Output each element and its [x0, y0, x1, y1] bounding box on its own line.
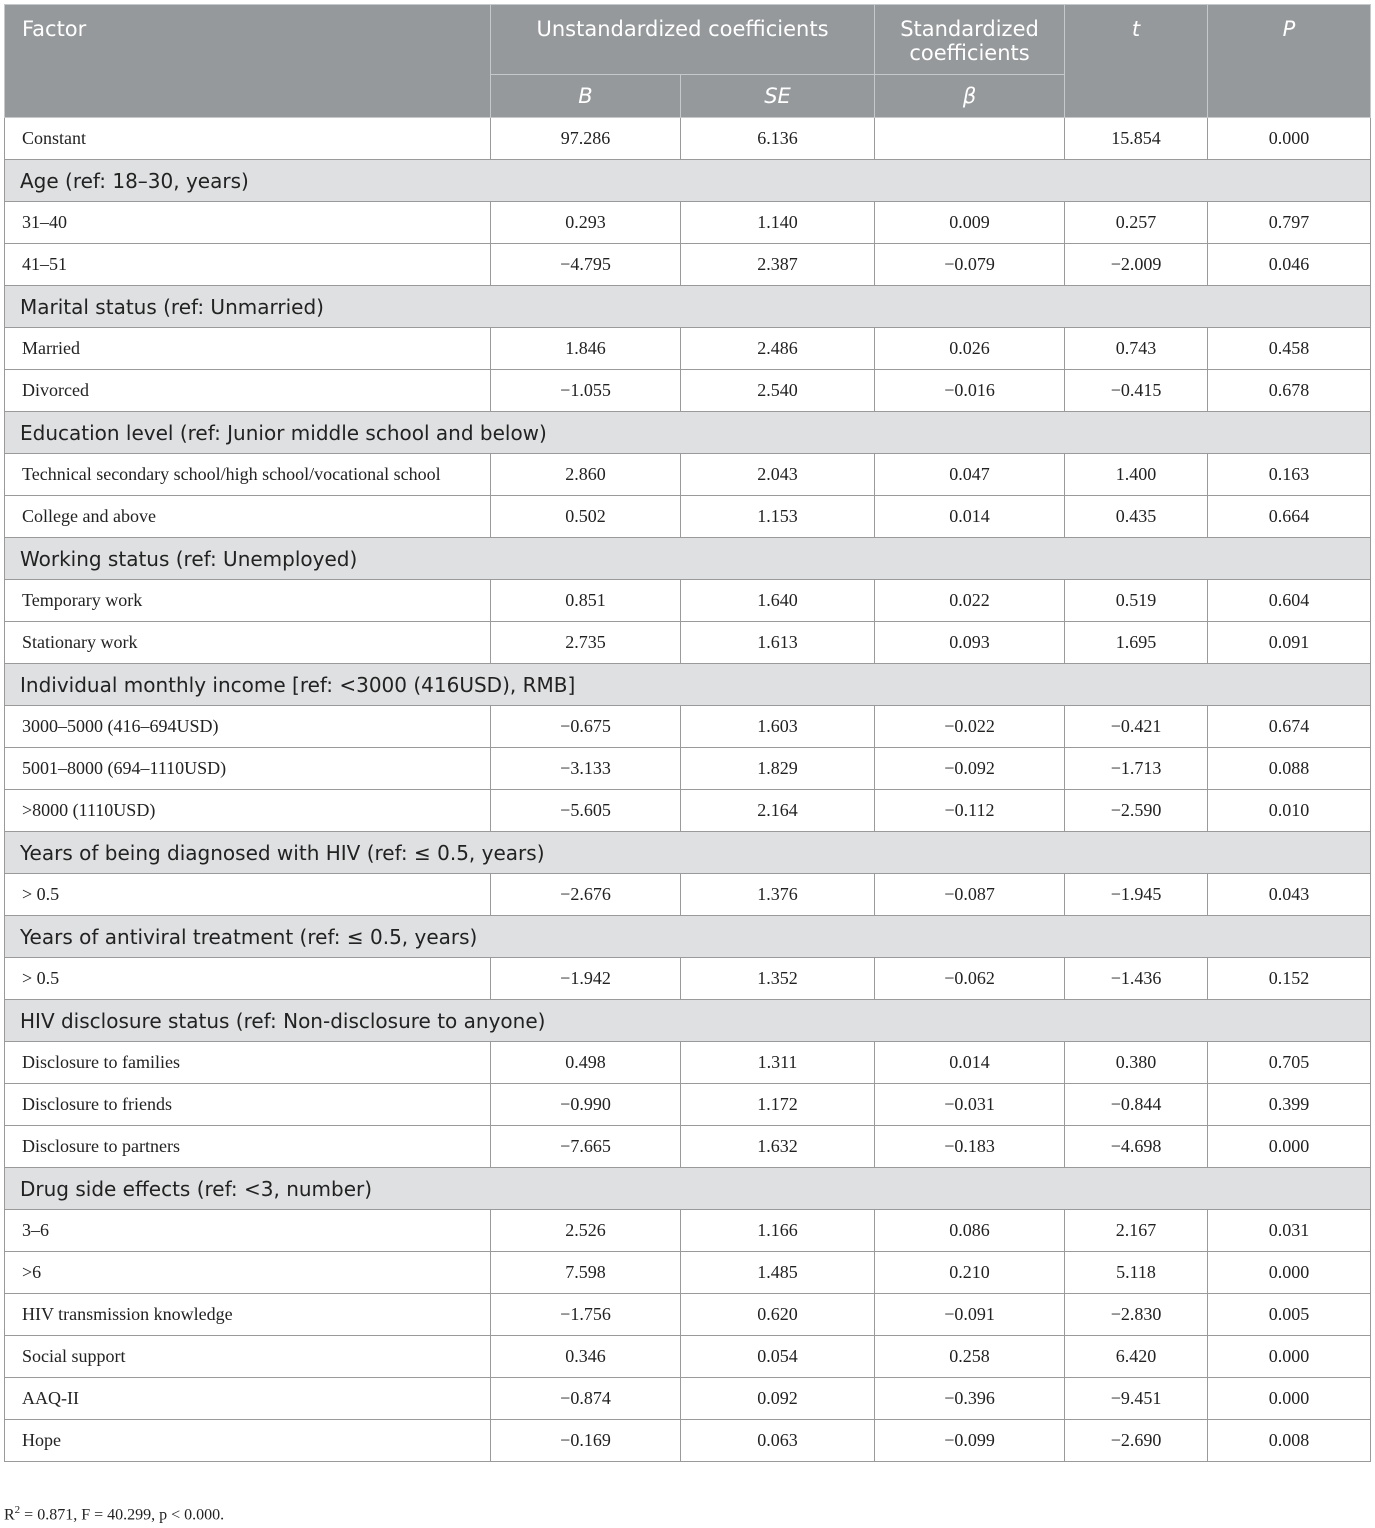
beta-cell: −0.079 [875, 244, 1065, 286]
regression-table-container [4, 4, 1370, 1462]
b-cell: −4.795 [491, 244, 681, 286]
group-header-row [5, 286, 1371, 328]
se-cell: 1.352 [681, 958, 875, 1000]
beta-cell: −0.112 [875, 790, 1065, 832]
p-cell: 0.163 [1208, 454, 1371, 496]
se-cell: 1.166 [681, 1210, 875, 1252]
table-row [5, 496, 1371, 538]
t-cell: −4.698 [1065, 1126, 1208, 1168]
t-cell: −2.590 [1065, 790, 1208, 832]
footnote-r-superscript: 2 [14, 1504, 21, 1516]
table-header [5, 5, 1371, 118]
b-cell: 0.346 [491, 1336, 681, 1378]
table-row [5, 748, 1371, 790]
group-label: Individual monthly income [ref: <3000 (416USD), RMB] [5, 664, 1371, 706]
regression-table [4, 4, 1371, 1462]
beta-cell: −0.099 [875, 1420, 1065, 1462]
p-cell: 0.005 [1208, 1294, 1371, 1336]
t-cell: 1.695 [1065, 622, 1208, 664]
factor-cell: >8000 (1110USD) [5, 790, 491, 832]
beta-cell: 0.014 [875, 496, 1065, 538]
b-cell: −7.665 [491, 1126, 681, 1168]
beta-cell: −0.091 [875, 1294, 1065, 1336]
group-label: Years of being diagnosed with HIV (ref: ≤ 0.5, years) [5, 832, 1371, 874]
table-row [5, 1126, 1371, 1168]
t-cell: 5.118 [1065, 1252, 1208, 1294]
b-cell: −1.756 [491, 1294, 681, 1336]
p-cell: 0.043 [1208, 874, 1371, 916]
p-cell: 0.705 [1208, 1042, 1371, 1084]
header-se: SE [681, 75, 875, 118]
table-row [5, 1042, 1371, 1084]
beta-cell: 0.258 [875, 1336, 1065, 1378]
table-body [5, 118, 1371, 1462]
p-cell: 0.008 [1208, 1420, 1371, 1462]
table-row [5, 328, 1371, 370]
p-cell: 0.010 [1208, 790, 1371, 832]
group-label: Education level (ref: Junior middle school and below) [5, 412, 1371, 454]
group-label: Working status (ref: Unemployed) [5, 538, 1371, 580]
factor-cell: Disclosure to families [5, 1042, 491, 1084]
factor-cell: HIV transmission knowledge [5, 1294, 491, 1336]
se-cell: 1.485 [681, 1252, 875, 1294]
t-cell: 15.854 [1065, 118, 1208, 160]
factor-cell: AAQ-II [5, 1378, 491, 1420]
table-row [5, 580, 1371, 622]
se-cell: 1.172 [681, 1084, 875, 1126]
t-cell: −0.415 [1065, 370, 1208, 412]
header-p: P [1208, 5, 1371, 118]
se-cell: 1.640 [681, 580, 875, 622]
header-b: B [491, 75, 681, 118]
table-footnote [4, 1504, 224, 1524]
table-row [5, 874, 1371, 916]
se-cell: 2.164 [681, 790, 875, 832]
beta-cell: 0.014 [875, 1042, 1065, 1084]
t-cell: 0.380 [1065, 1042, 1208, 1084]
b-cell: 0.851 [491, 580, 681, 622]
group-label: HIV disclosure status (ref: Non-disclosure to anyone) [5, 1000, 1371, 1042]
table-row [5, 1084, 1371, 1126]
b-cell: 2.526 [491, 1210, 681, 1252]
se-cell: 1.153 [681, 496, 875, 538]
beta-cell: 0.047 [875, 454, 1065, 496]
t-cell: 0.257 [1065, 202, 1208, 244]
p-cell: 0.000 [1208, 1336, 1371, 1378]
header-factor: Factor [5, 5, 491, 118]
table-row [5, 1378, 1371, 1420]
t-cell: 0.519 [1065, 580, 1208, 622]
t-cell: 2.167 [1065, 1210, 1208, 1252]
b-cell: 0.502 [491, 496, 681, 538]
se-cell: 2.043 [681, 454, 875, 496]
group-header-row [5, 412, 1371, 454]
factor-cell: Hope [5, 1420, 491, 1462]
p-cell: 0.091 [1208, 622, 1371, 664]
table-row [5, 622, 1371, 664]
factor-cell: Divorced [5, 370, 491, 412]
beta-cell: 0.086 [875, 1210, 1065, 1252]
se-cell: 1.140 [681, 202, 875, 244]
factor-cell: Disclosure to partners [5, 1126, 491, 1168]
group-label: Years of antiviral treatment (ref: ≤ 0.5, years) [5, 916, 1371, 958]
b-cell: −2.676 [491, 874, 681, 916]
b-cell: −1.942 [491, 958, 681, 1000]
se-cell: 2.486 [681, 328, 875, 370]
beta-cell [875, 118, 1065, 160]
t-cell: −2.009 [1065, 244, 1208, 286]
factor-cell: 3000–5000 (416–694USD) [5, 706, 491, 748]
beta-cell: −0.062 [875, 958, 1065, 1000]
p-cell: 0.152 [1208, 958, 1371, 1000]
footnote-stats: = 0.871, F = 40.299, p < 0.000. [20, 1506, 225, 1524]
b-cell: −0.169 [491, 1420, 681, 1462]
t-cell: 1.400 [1065, 454, 1208, 496]
group-label: Marital status (ref: Unmarried) [5, 286, 1371, 328]
se-cell: 0.063 [681, 1420, 875, 1462]
header-beta: β [875, 75, 1065, 118]
header-t: t [1065, 5, 1208, 118]
se-cell: 2.540 [681, 370, 875, 412]
factor-cell: > 0.5 [5, 958, 491, 1000]
table-row [5, 958, 1371, 1000]
table-row [5, 244, 1371, 286]
t-cell: −9.451 [1065, 1378, 1208, 1420]
factor-cell: 3–6 [5, 1210, 491, 1252]
beta-cell: −0.022 [875, 706, 1065, 748]
table-row [5, 706, 1371, 748]
b-cell: −3.133 [491, 748, 681, 790]
beta-cell: 0.026 [875, 328, 1065, 370]
se-cell: 0.054 [681, 1336, 875, 1378]
group-header-row [5, 538, 1371, 580]
p-cell: 0.000 [1208, 1126, 1371, 1168]
se-cell: 1.613 [681, 622, 875, 664]
group-header-row [5, 1168, 1371, 1210]
header-standardized: Standardized coefficients [875, 5, 1065, 75]
factor-cell: Disclosure to friends [5, 1084, 491, 1126]
header-unstandardized: Unstandardized coefficients [491, 5, 875, 75]
table-row [5, 1336, 1371, 1378]
t-cell: 0.743 [1065, 328, 1208, 370]
se-cell: 2.387 [681, 244, 875, 286]
p-cell: 0.458 [1208, 328, 1371, 370]
p-cell: 0.000 [1208, 118, 1371, 160]
t-cell: 0.435 [1065, 496, 1208, 538]
group-header-row [5, 160, 1371, 202]
se-cell: 1.311 [681, 1042, 875, 1084]
p-cell: 0.000 [1208, 1378, 1371, 1420]
factor-cell: Social support [5, 1336, 491, 1378]
factor-cell: > 0.5 [5, 874, 491, 916]
factor-cell: Stationary work [5, 622, 491, 664]
group-header-row [5, 1000, 1371, 1042]
t-cell: −2.830 [1065, 1294, 1208, 1336]
table-row [5, 1252, 1371, 1294]
table-row [5, 118, 1371, 160]
group-label: Drug side effects (ref: <3, number) [5, 1168, 1371, 1210]
b-cell: −0.874 [491, 1378, 681, 1420]
beta-cell: −0.031 [875, 1084, 1065, 1126]
p-cell: 0.678 [1208, 370, 1371, 412]
se-cell: 0.092 [681, 1378, 875, 1420]
factor-cell: College and above [5, 496, 491, 538]
footnote-r: R [4, 1506, 15, 1524]
factor-cell: 41–51 [5, 244, 491, 286]
table-row [5, 202, 1371, 244]
t-cell: −1.713 [1065, 748, 1208, 790]
se-cell: 1.632 [681, 1126, 875, 1168]
group-header-row [5, 664, 1371, 706]
se-cell: 0.620 [681, 1294, 875, 1336]
p-cell: 0.674 [1208, 706, 1371, 748]
b-cell: −0.990 [491, 1084, 681, 1126]
p-cell: 0.399 [1208, 1084, 1371, 1126]
p-cell: 0.046 [1208, 244, 1371, 286]
b-cell: −1.055 [491, 370, 681, 412]
factor-cell: 31–40 [5, 202, 491, 244]
beta-cell: 0.009 [875, 202, 1065, 244]
factor-cell: Married [5, 328, 491, 370]
p-cell: 0.797 [1208, 202, 1371, 244]
b-cell: 1.846 [491, 328, 681, 370]
t-cell: 6.420 [1065, 1336, 1208, 1378]
t-cell: −0.421 [1065, 706, 1208, 748]
beta-cell: −0.396 [875, 1378, 1065, 1420]
factor-cell: Constant [5, 118, 491, 160]
b-cell: 2.735 [491, 622, 681, 664]
p-cell: 0.031 [1208, 1210, 1371, 1252]
se-cell: 1.376 [681, 874, 875, 916]
p-cell: 0.088 [1208, 748, 1371, 790]
beta-cell: 0.022 [875, 580, 1065, 622]
t-cell: −1.436 [1065, 958, 1208, 1000]
group-header-row [5, 832, 1371, 874]
factor-cell: 5001–8000 (694–1110USD) [5, 748, 491, 790]
beta-cell: −0.016 [875, 370, 1065, 412]
table-row [5, 370, 1371, 412]
table-row [5, 1294, 1371, 1336]
p-cell: 0.000 [1208, 1252, 1371, 1294]
group-label: Age (ref: 18–30, years) [5, 160, 1371, 202]
t-cell: −2.690 [1065, 1420, 1208, 1462]
b-cell: 2.860 [491, 454, 681, 496]
factor-cell: Technical secondary school/high school/vocational school [5, 454, 491, 496]
factor-cell: Temporary work [5, 580, 491, 622]
t-cell: −1.945 [1065, 874, 1208, 916]
beta-cell: −0.183 [875, 1126, 1065, 1168]
b-cell: 0.498 [491, 1042, 681, 1084]
p-cell: 0.604 [1208, 580, 1371, 622]
table-row [5, 1210, 1371, 1252]
se-cell: 6.136 [681, 118, 875, 160]
b-cell: 0.293 [491, 202, 681, 244]
table-row [5, 454, 1371, 496]
b-cell: −0.675 [491, 706, 681, 748]
t-cell: −0.844 [1065, 1084, 1208, 1126]
b-cell: 7.598 [491, 1252, 681, 1294]
factor-cell: >6 [5, 1252, 491, 1294]
table-row [5, 790, 1371, 832]
se-cell: 1.829 [681, 748, 875, 790]
beta-cell: −0.092 [875, 748, 1065, 790]
group-header-row [5, 916, 1371, 958]
se-cell: 1.603 [681, 706, 875, 748]
beta-cell: 0.210 [875, 1252, 1065, 1294]
beta-cell: 0.093 [875, 622, 1065, 664]
b-cell: 97.286 [491, 118, 681, 160]
beta-cell: −0.087 [875, 874, 1065, 916]
table-row [5, 1420, 1371, 1462]
p-cell: 0.664 [1208, 496, 1371, 538]
b-cell: −5.605 [491, 790, 681, 832]
